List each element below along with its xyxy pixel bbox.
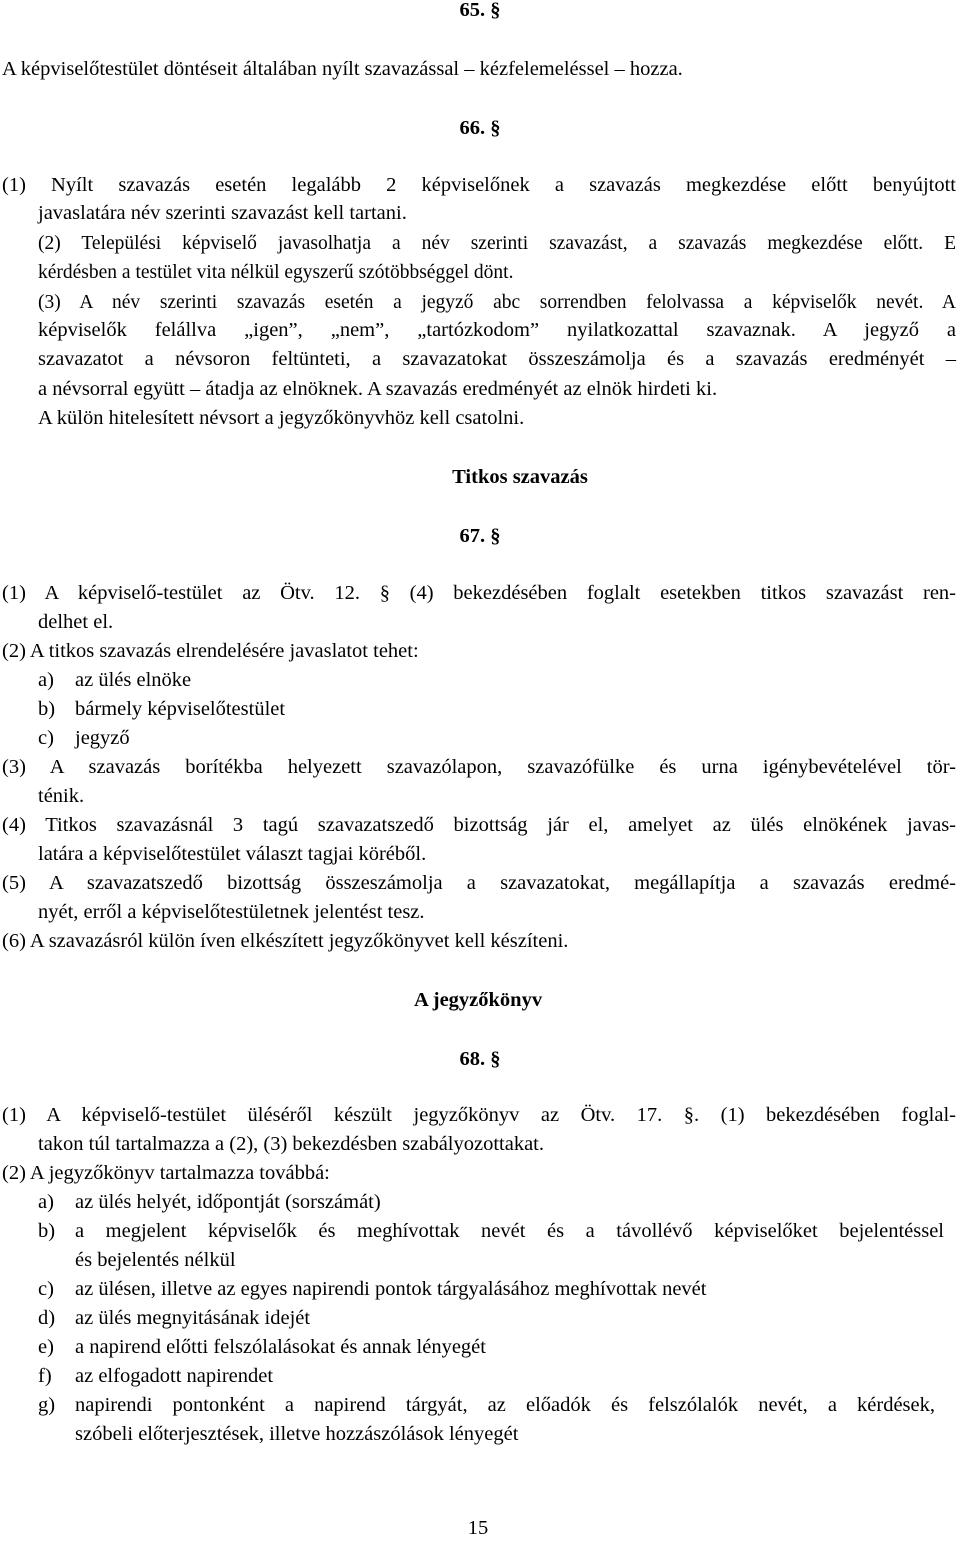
section-68-p1-line2: takon túl tartalmazza a (2), (3) bekezdésben szabályozottakat. xyxy=(38,1133,544,1155)
section-67-p3-line1: (3) A szavazás borítékba helyezett szavazólapon, szavazófülke és urna igénybevételével tör- xyxy=(2,756,956,778)
list-item-label: a) xyxy=(38,1191,54,1213)
section-67-p4-line2: latára a képviselőtestület választ tagjai köréből. xyxy=(38,843,427,865)
list-item-text: bármely képviselőtestület xyxy=(75,698,286,720)
list-item-text: az ülés helyét, időpontját (sorszámát) xyxy=(75,1191,381,1213)
list-item-text: az ülésen, illetve az egyes napirendi pontok tárgyalásához meghívottak nevét xyxy=(75,1278,707,1300)
section-66-p3-line5: A külön hitelesített névsort a jegyzőkönyvhöz kell csatolni. xyxy=(38,407,525,429)
section-66-p1-line1: (1) Nyílt szavazás esetén legalább 2 képviselőnek a szavazás megkezdése előtt benyújtott xyxy=(2,174,956,196)
section-66-p3-line4: a névsorral együtt – átadja az elnöknek. A szavazás eredményét az elnök hirdeti ki. xyxy=(38,378,718,400)
section-66-p2-line1: (2) Települési képviselő javasolhatja a név szerinti szavazást, a szavazás megkezdése előtt. E xyxy=(38,233,956,254)
section-65-heading: 65. § xyxy=(459,0,501,21)
list-item-label: e) xyxy=(38,1336,54,1358)
list-item-label: b) xyxy=(38,1220,56,1242)
section-68-heading: 68. § xyxy=(459,1048,501,1070)
list-item-text: és bejelentés nélkül xyxy=(75,1249,236,1271)
list-item-text: napirendi pontonként a napirend tárgyát, az előadók és felszólalók nevét, a kérdések, xyxy=(75,1394,935,1416)
section-65-text: A képviselőtestület döntéseit általában nyílt szavazással – kézfelemeléssel – hozza. xyxy=(2,58,683,80)
list-item-text: az ülés elnöke xyxy=(75,669,192,691)
section-67-p3-line2: ténik. xyxy=(38,785,85,807)
section-67-p4-line1: (4) Titkos szavazásnál 3 tagú szavazatszedő bizottság jár el, amelyet az ülés elnökének javas- xyxy=(2,814,956,836)
section-66-p1-line2: javaslatára név szerinti szavazást kell tartani. xyxy=(38,202,407,224)
list-item-text: a napirend előtti felszólalásokat és annak lényegét xyxy=(75,1336,486,1358)
list-item-label: a) xyxy=(38,669,54,691)
list-item-label: b) xyxy=(38,698,56,720)
section-68-p1-line1: (1) A képviselő-testület üléséről készült jegyzőkönyv az Ötv. 17. §. (1) bekezdésében foglal- xyxy=(2,1104,956,1126)
list-item-label: c) xyxy=(38,727,54,749)
jegyzokonyv-title: A jegyzőkönyv xyxy=(413,989,543,1011)
list-item-text: az elfogadott napirendet xyxy=(75,1365,274,1387)
section-67-p1-line1: (1) A képviselő-testület az Ötv. 12. § (4) bekezdésében foglalt esetekben titkos szavazást ren- xyxy=(2,582,956,604)
section-67-p5-line1: (5) A szavazatszedő bizottság összeszámolja a szavazatokat, megállapítja a szavazás eredmé- xyxy=(2,872,956,894)
section-67-p1-line2: delhet el. xyxy=(38,611,114,633)
section-66-heading: 66. § xyxy=(459,117,501,139)
list-item-label: f) xyxy=(38,1365,52,1387)
section-66-p2-line2: kérdésben a testület vita nélkül egyszerű szótöbbséggel dönt. xyxy=(38,262,514,283)
section-66-p3-line2: képviselők felállva „igen”, „nem”, „tartózkodom” nyilatkozattal szavaznak. A jegyző a xyxy=(38,319,956,341)
list-item-label: d) xyxy=(38,1307,56,1329)
list-item-label: c) xyxy=(38,1278,54,1300)
section-67-heading: 67. § xyxy=(459,525,501,547)
list-item-text: a megjelent képviselők és meghívottak nevét és a távollévő képviselőket bejelentéssel xyxy=(75,1220,944,1242)
section-66-p3-line1: (3) A név szerinti szavazás esetén a jegyző abc sorrendben felolvassa a képviselők nevét. A xyxy=(38,292,956,313)
section-67-p5-line2: nyét, erről a képviselőtestületnek jelentést tesz. xyxy=(38,901,425,923)
list-item-text: az ülés megnyitásának idejét xyxy=(75,1307,311,1329)
titkos-szavazas-title: Titkos szavazás xyxy=(452,466,588,488)
section-66-p3-line3: szavazatot a névsoron feltünteti, a szavazatokat összeszámolja és a szavazás eredményét – xyxy=(38,348,956,370)
section-67-p6: (6) A szavazásról külön íven elkészített jegyzőkönyvet kell készíteni. xyxy=(2,930,569,952)
page-number: 15 xyxy=(467,1517,489,1539)
list-item-label: g) xyxy=(38,1394,56,1416)
section-67-p2: (2) A titkos szavazás elrendelésére javaslatot tehet: xyxy=(2,640,419,662)
section-68-p2: (2) A jegyzőkönyv tartalmazza továbbá: xyxy=(2,1162,330,1184)
list-item-text: jegyző xyxy=(75,727,130,749)
list-item-text: szóbeli előterjesztések, illetve hozzászólások lényegét xyxy=(75,1423,519,1445)
